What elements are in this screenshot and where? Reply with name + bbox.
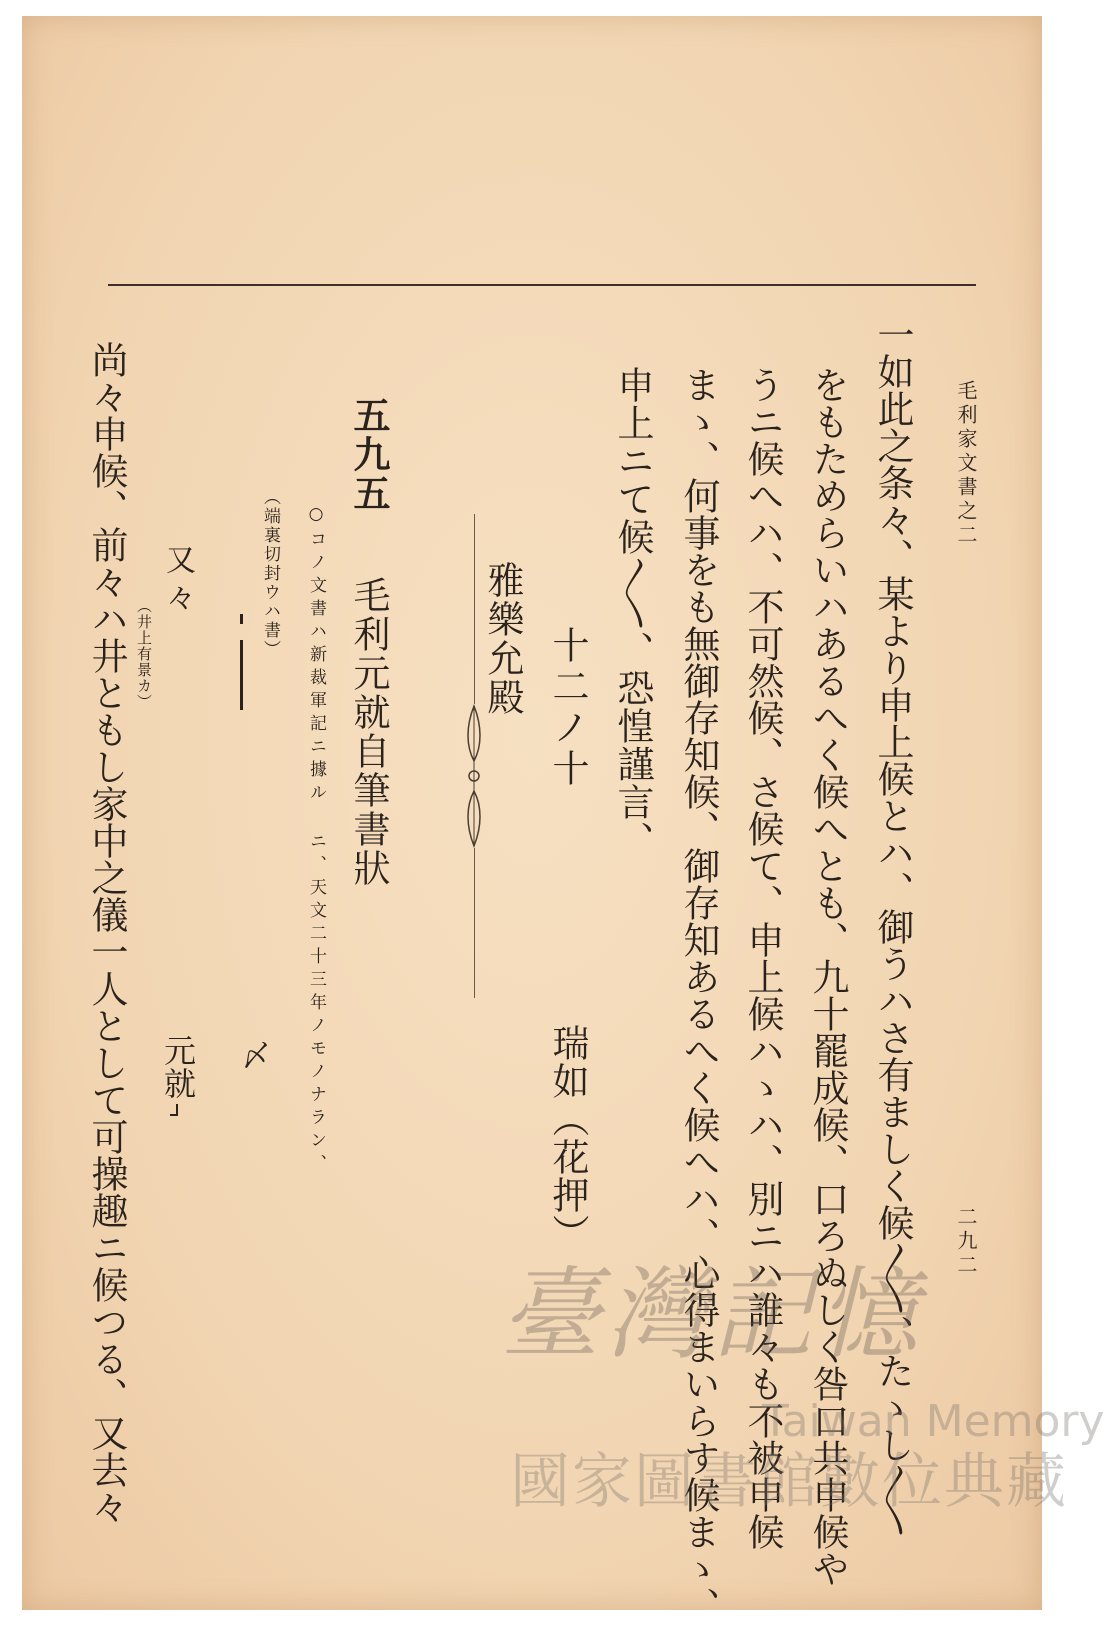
watermark-english: Taiwan Memory <box>762 1396 1105 1447</box>
page-number: 二九二 <box>954 1206 978 1278</box>
doc594-addressee: 雅樂允殿 <box>481 561 524 717</box>
doc595-body-line-1: 尚々申候、前々ハ井ともし家中之儀一人として可操趣ニ候つる、又去々 <box>85 341 128 1525</box>
book-page <box>22 16 1105 1624</box>
doc595-number: 五九五 <box>347 396 391 513</box>
doc595-editorial-note: ○コノ文書ハ新裁軍記ニ據ル ニ、天文二十三年ノモノナラン、 <box>306 504 326 1177</box>
seal-stroke-2 <box>240 640 243 710</box>
doc594-signer: 瑞如（花押） <box>546 1024 589 1252</box>
doc594-line-2: をもためらいハあるへく候へとも、九十罷成候、口ろぬしく咎口共申候や <box>806 366 849 1587</box>
sender-bracket <box>170 1104 178 1116</box>
doc594-date: 十二ノ十 <box>546 626 589 790</box>
divider-line-bottom <box>474 848 475 998</box>
divider-ornament <box>462 706 486 846</box>
doc595-recipient-note: （井上有景カ） <box>135 598 153 710</box>
doc594-line-1: 一如此之条々、某より申上候とハ、御うハさ有ましく候〳〵、たゝし〳〵 <box>871 316 914 1537</box>
seal-stroke-1 <box>240 614 243 624</box>
header-rule <box>108 284 976 286</box>
watermark-subtitle: 國家圖書館數位典藏 <box>510 1447 1068 1517</box>
doc594-line-3: うニ候へハ、不可然候、さ候て、申上候ハゝハ、別ニハ誰々も不被申候 <box>741 366 784 1550</box>
doc595-recipient: 又々 <box>160 544 195 620</box>
doc594-line-5: 申上ニて候〳〵、恐惶謹言、 <box>611 366 654 859</box>
doc594-line-4: まゝ、何事をも無御存知候、御存知あるへく候へハ、心得まいらす候まゝ、 <box>677 366 720 1624</box>
running-title: 毛利家文書之二 <box>954 380 978 548</box>
doc595-sender: 元就 <box>159 1034 197 1100</box>
doc595-title: 毛利元就自筆書狀 <box>347 576 390 888</box>
divider-line-top <box>474 514 475 704</box>
doc595-envelope-note: （端裏切封ウハ書） <box>260 488 280 659</box>
watermark-logo: 臺灣記憶 <box>500 1256 924 1373</box>
seal-mark: 〆 <box>235 1040 270 1070</box>
